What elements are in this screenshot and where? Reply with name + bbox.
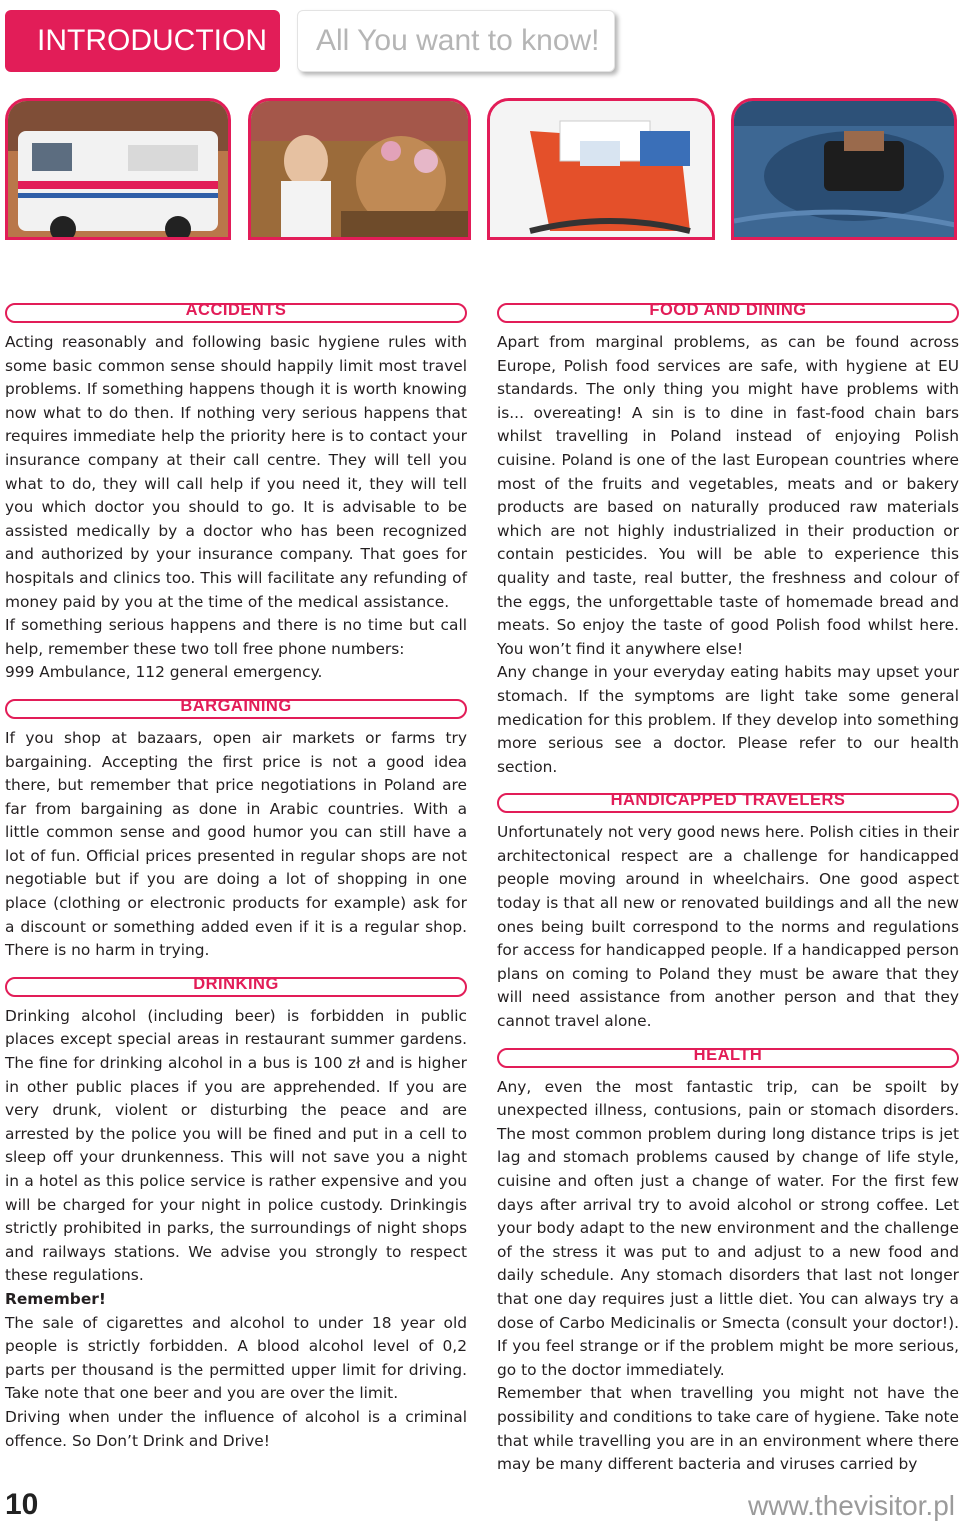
drinking-header [5, 974, 467, 997]
accidents-paragraph: Acting reasonably and following basic hygiene rules with some basic common sense should happily limit most travel problems. If something happens though it is worth knowing now what to do then. If nothing very serious happens that requires immediate help the priority here is to contact your insurance company at their call centre. They will tell you what to do, they will call help if you need it, they will tell you which doctor you should to go. It is advisable to be assisted medically by a doctor who has been recognized and authorized by your insurance company. That goes for hospitals and clinics too. This will facilitate any refunding of money paid by you at the time of the medical assistance. [5, 333, 467, 611]
handicapped-header [497, 793, 959, 813]
ambulance-photo [5, 98, 231, 240]
market-photo [248, 98, 471, 240]
emergency-numbers: 999 Ambulance, 112 general emergency. [5, 663, 323, 682]
drinking-title: DRINKING [193, 974, 279, 993]
health-title: HEALTH [693, 1045, 763, 1064]
bargaining-header [5, 696, 467, 719]
remember-label: Remember! [5, 1289, 106, 1308]
bargaining-paragraph: If you shop at bazaars, open air markets or farms try bargaining. Accepting the first price is not a good idea there, but remember that price negotiations in Poland are far from bargaining as done in Arabic countries. With a little common sense and good humor you can still have a lot of fun. Official prices presented in regular shops are not negotiable but if you are doing a lot of shopping in one place (clothing or electronic products for example) ask for a discount or something added even if it is a regular shop. There is no harm in trying. [5, 728, 467, 960]
accidents-header [5, 303, 467, 323]
bargaining-title: BARGAINING [180, 696, 292, 715]
health-header [497, 1045, 959, 1068]
first-aid-bag-photo [487, 98, 715, 240]
food-title: FOOD AND DINING [649, 301, 807, 319]
handicapped-paragraph: Unfortunately not very good news here. Polish cities in their architectonical respect are a challenge for handicapped people moving around in wheelchairs. One good aspect today is that all new or renovated buildings and all the new ones being built correspond to the norms and regulations for access for handicapped people. If a handicapped person plans on coming to Poland they must be aware that they will need assistance from another person and that they cannot travel alone. [497, 823, 959, 1031]
handicapped-title: HANDICAPPED TRAVELERS [610, 791, 846, 810]
right-column [497, 303, 959, 1477]
food-paragraph: Any change in your everyday eating habits may upset your stomach. If the symptoms are light take some general medication for this problem. If they develop into something more serious see a doctor. Please refer to our health section. [497, 663, 959, 776]
website-url[interactable]: www.thevisitor.pl [748, 1490, 955, 1521]
health-paragraph: Any, even the most fantastic trip, can be spoilt by unexpected illness, contusions, pain or stomach disorders. The most common problem during long distance trips is jet lag and stomach problems caused by change of life style, cuisine and often just a change of water. For the first few days after arrival try to avoid alcohol or strong coffee. Let your body adapt to the new environment and the challenge of the stress it was put to and adjust to a new food and daily schedule. Any stomach disorders that last not longer that one day requires just a little diet. You can always try a dose of Carbo Medicinalis or Smecta (consult your doctor!). If you feel strange or if the problem might be more serious, go to the doctor immediately. [497, 1077, 959, 1379]
section-tab-introduction [5, 10, 280, 72]
food-header [497, 303, 959, 323]
accidents-paragraph: If something serious happens and there is no time but call help, remember these two toll free phone numbers: [5, 616, 467, 658]
food-paragraph: Apart from marginal problems, as can be found across Europe, Polish food services are safe, with hygiene at EU standards. The only thing you might have problems with is... overeating! A sin is to dine in fast-food chain bars whilst travelling in Poland instead of enjoying Polish cuisine. Poland is one of the last European countries where most of the fruits and vegetables, meats and or bakery products are based on naturally produced raw materials which are not highly industrialized in their production or contain pesticides. You will be able to experience this quality and taste, real butter, the freshness and colour of the eggs, the unforgettable taste of homemade bread and meats. So enjoy the taste of good Polish food whilst here. You won’t find it anywhere else! [497, 333, 959, 658]
drinking-paragraph: The sale of cigarettes and alcohol to under 18 year old people is strictly forbidden. A blood alcohol level of 0,2 parts per thousand is the permitted upper limit for driving. Take note that one beer and you are over the limit. [5, 1313, 467, 1403]
section-tab-label: INTRODUCTION [37, 24, 267, 57]
health-paragraph: Remember that when travelling you might not have the possibility and conditions to take care of hygiene. Take note that while travelling you are in an environment where there may be many different bacteria and viruses carried by [497, 1384, 959, 1474]
accidents-title: ACCIDENTS [185, 301, 287, 319]
subtitle-label: All You want to know! [316, 24, 600, 57]
wallet-pocket-photo [731, 98, 957, 240]
left-column [5, 303, 467, 1453]
page-number: 10 [5, 1488, 39, 1521]
drinking-paragraph: Driving when under the influence of alcohol is a criminal offence. So Don’t Drink and Drive! [5, 1407, 467, 1450]
subtitle-tab [297, 10, 615, 72]
drinking-paragraph: Drinking alcohol (including beer) is forbidden in public places except special areas in restaurant summer gardens. The fine for drinking alcohol in a bus is 100 zł and is higher in other public places if you are apprehended. If you are very drunk, violent or disturbing the peace and are arrested by the police you will be fined and put in a cell to sleep off your drunkenness. This will not save you a night in a hotel as this police service is rather expensive and you will be charged for your night in police custody. Drinkingis strictly prohibited in parks, the surroundings of night shops and railways stations. We advise you strongly to respect these regulations. [5, 1006, 467, 1285]
